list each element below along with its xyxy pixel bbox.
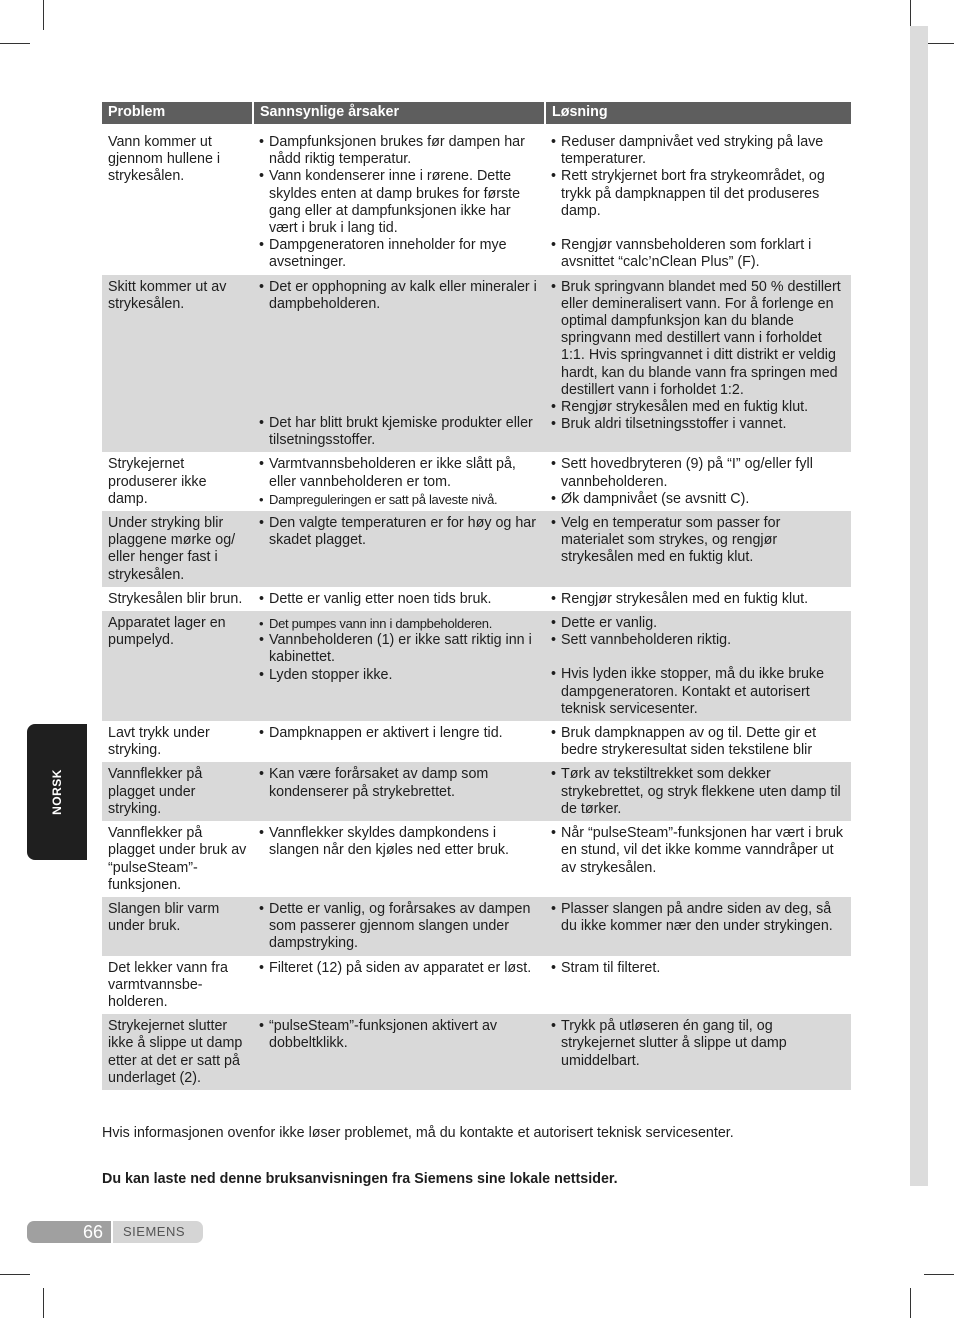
cause-item: • Dette er vanlig etter noen tids bruk.	[259, 591, 539, 608]
problem-cell: Slangen blir varm under bruk.	[102, 897, 253, 956]
cause-item: • Kan være forårsaket av damp som kondenserer på strykebrettet.	[259, 766, 539, 800]
solution-cell	[545, 897, 851, 956]
cause-item: • Den valgte temperaturen er for høy og har skadet plagget.	[259, 515, 539, 549]
solution-item: • Øk dampnivået (se avsnitt C).	[551, 491, 845, 508]
causes-cell	[253, 956, 545, 1015]
table-row	[102, 956, 851, 1015]
table-row	[102, 821, 851, 897]
crop-mark	[0, 43, 30, 44]
cause-item: • Det har blitt brukt kjemiske produkter eller tilsetningsstoffer.	[259, 415, 539, 449]
solution-item: • Trykk på utløseren én gang til, og strykejernet slutter å slippe ut damp umiddelbart.	[551, 1018, 845, 1070]
solution-item: • Bruk dampknappen av og til. Dette gir et bedre strykeresultat siden tekstilene blir	[551, 725, 845, 759]
cause-item: • “pulseSteam”-funksjonen aktivert av dobbeltklikk.	[259, 1018, 539, 1052]
solution-item: • Rengjør strykesålen med en fuktig klut.	[551, 591, 845, 608]
cause-item: • Dette er vanlig, og forårsakes av dampen som passerer gjennom slangen under dampstryking.	[259, 901, 539, 953]
table-row	[102, 1014, 851, 1090]
causes-cell	[253, 897, 545, 956]
solution-item: • Tørk av tekstiltrekket som dekker strykebrettet, og stryk flekkene uten damp til de tørker.	[551, 766, 845, 818]
cause-item: • Dampfunksjonen brukes før dampen har nådd riktig temperatur.	[259, 134, 539, 168]
language-tab	[27, 724, 87, 860]
problem-cell: Det lekker vann fra varmtvannsbe- holderen.	[108, 959, 228, 1010]
solution-cell	[545, 762, 851, 821]
cause-item: • Det er opphopning av kalk eller mineraler i dampbeholderen.	[259, 279, 539, 313]
table-row	[102, 611, 851, 721]
crop-mark	[924, 1274, 954, 1275]
problem-cell: Vannflekker på plagget under stryking.	[102, 762, 253, 821]
problem-cell: Vannflekker på plagget under bruk av “pulseSteam”- funksjonen.	[108, 825, 247, 893]
cause-item: • Dampknappen er aktivert i lengre tid.	[259, 725, 539, 742]
problem-cell: Lavt trykk under stryking.	[108, 725, 210, 759]
solution-item: • Velg en temperatur som passer for materialet som strykes, og rengjør strykesålen med en fuktig klut.	[551, 515, 845, 567]
causes-cell	[253, 275, 545, 453]
solution-item: • Dette er vanlig.	[551, 615, 845, 632]
solution-cell	[545, 1014, 851, 1090]
problem-cell: Strykejernet produserer ikke damp.	[108, 456, 207, 507]
problem-cell: Skitt kommer ut av strykesålen.	[102, 275, 253, 453]
table-header-row	[102, 102, 851, 124]
header-causes: Sannsynlige årsaker	[253, 102, 545, 124]
problem-cell: Strykejernet slutter ikke å slippe ut damp etter at det er satt på underlaget (2).	[102, 1014, 253, 1090]
causes-cell	[253, 1014, 545, 1090]
problem-cell: Vann kommer ut gjennom hullene i strykesålen.	[108, 134, 221, 185]
problem-cell: Under stryking blir plaggene mørke og/ eller henger fast i strykesålen.	[102, 511, 253, 587]
page-edge-bar	[910, 26, 928, 1186]
causes-cell	[253, 452, 545, 511]
solution-cell	[545, 452, 851, 511]
solution-item: • Sett vannbeholderen riktig.	[551, 632, 845, 649]
page-number: 66	[27, 1221, 111, 1243]
solution-item: • Rett strykjernet bort fra strykeområdet, og trykk på dampknappen til det produseres damp.	[551, 168, 845, 220]
solution-item: • Plasser slangen på andre siden av deg, så du ikke kommer nær den under strykingen.	[551, 901, 845, 935]
solution-item: • Når “pulseSteam”-funksjonen har vært i bruk en stund, vil det ikke komme vanndråper ut av strykesålen.	[551, 825, 845, 877]
header-problem: Problem	[102, 102, 253, 124]
crop-mark	[0, 1274, 30, 1275]
download-note: Du kan laste ned denne bruksanvisningen fra Siemens sine lokale nettsider.	[102, 1171, 618, 1187]
solution-cell	[545, 124, 851, 275]
solution-cell	[545, 587, 851, 611]
table-row	[102, 762, 851, 821]
table-row	[102, 511, 851, 587]
cause-item: • Varmtvannsbeholderen er ikke slått på, eller vannbeholderen er tom.	[259, 456, 539, 490]
solution-cell	[545, 956, 851, 1015]
causes-cell	[253, 762, 545, 821]
cause-item: • Dampreguleringen er satt på laveste nivå.	[259, 491, 539, 508]
crop-mark	[924, 43, 954, 44]
cause-item: • Filteret (12) på siden av apparatet er løst.	[259, 960, 539, 977]
solution-item: • Rengjør strykesålen med en fuktig klut.	[551, 399, 845, 416]
causes-cell	[253, 511, 545, 587]
cause-item: • Dampgeneratoren inneholder for mye avsetninger.	[259, 237, 539, 271]
solution-cell	[545, 275, 851, 453]
language-tab-label: NORSK	[50, 769, 64, 815]
service-note: Hvis informasjonen ovenfor ikke løser problemet, må du kontakte et autorisert teknisk servicesenter.	[102, 1125, 734, 1141]
cause-item: • Vann kondenserer inne i rørene. Dette skyldes enten at damp brukes for første gang eller at dampfunksjonen ikke har vært i bruk i lang tid.	[259, 168, 539, 237]
troubleshooting-table	[102, 102, 851, 1090]
solution-item: • Sett hovedbryteren (9) på “I” og/eller fyll vannbeholderen.	[551, 456, 845, 490]
problem-cell: Strykesålen blir brun.	[108, 590, 243, 607]
table-row	[102, 721, 851, 762]
solution-cell	[545, 611, 851, 721]
causes-cell	[253, 821, 545, 897]
crop-mark	[910, 1288, 911, 1318]
table-row	[102, 275, 851, 453]
solution-cell	[545, 821, 851, 897]
solution-item: • Reduser dampnivået ved stryking på lave temperaturer.	[551, 134, 845, 168]
table-row	[102, 452, 851, 511]
cause-item: • Lyden stopper ikke.	[259, 667, 539, 684]
table-row	[102, 124, 851, 275]
causes-cell	[253, 721, 545, 762]
table-row	[102, 587, 851, 611]
solution-cell	[545, 721, 851, 762]
solution-item: • Bruk springvann blandet med 50 % destillert eller demineralisert vann. For å forlenge en optimal dampfunksjon kan du blande springvann med destillert vann i forholdet 1:1. Hvis springvannet i ditt distrikt er veldig hardt, kan du blande vann fra springen med destillert vann i forholdet 1:2.	[551, 279, 845, 399]
causes-cell	[253, 611, 545, 721]
solution-cell	[545, 511, 851, 587]
solution-item: • Rengjør vannsbeholderen som forklart i avsnittet “calc’nClean Plus” (F).	[551, 237, 845, 271]
solution-item: • Stram til filteret.	[551, 960, 845, 977]
crop-mark	[43, 0, 44, 30]
causes-cell	[253, 587, 545, 611]
solution-item: • Hvis lyden ikke stopper, må du ikke bruke dampgeneratoren. Kontakt et autorisert teknisk servicesenter.	[551, 666, 845, 718]
table-row	[102, 897, 851, 956]
cause-item: • Vannflekker skyldes dampkondens i slangen når den kjøles ned etter bruk.	[259, 825, 539, 859]
solution-item: • Bruk aldri tilsetningsstoffer i vannet.	[551, 416, 845, 433]
crop-mark	[43, 1288, 44, 1318]
cause-item: • Det pumpes vann inn i dampbeholderen.	[259, 615, 539, 632]
cause-item: • Vannbeholderen (1) er ikke satt riktig inn i kabinettet.	[259, 632, 539, 666]
causes-cell	[253, 124, 545, 275]
brand-name: SIEMENS	[113, 1221, 203, 1243]
header-solution: Løsning	[545, 102, 851, 124]
problem-cell: Apparatet lager en pumpelyd.	[102, 611, 253, 721]
